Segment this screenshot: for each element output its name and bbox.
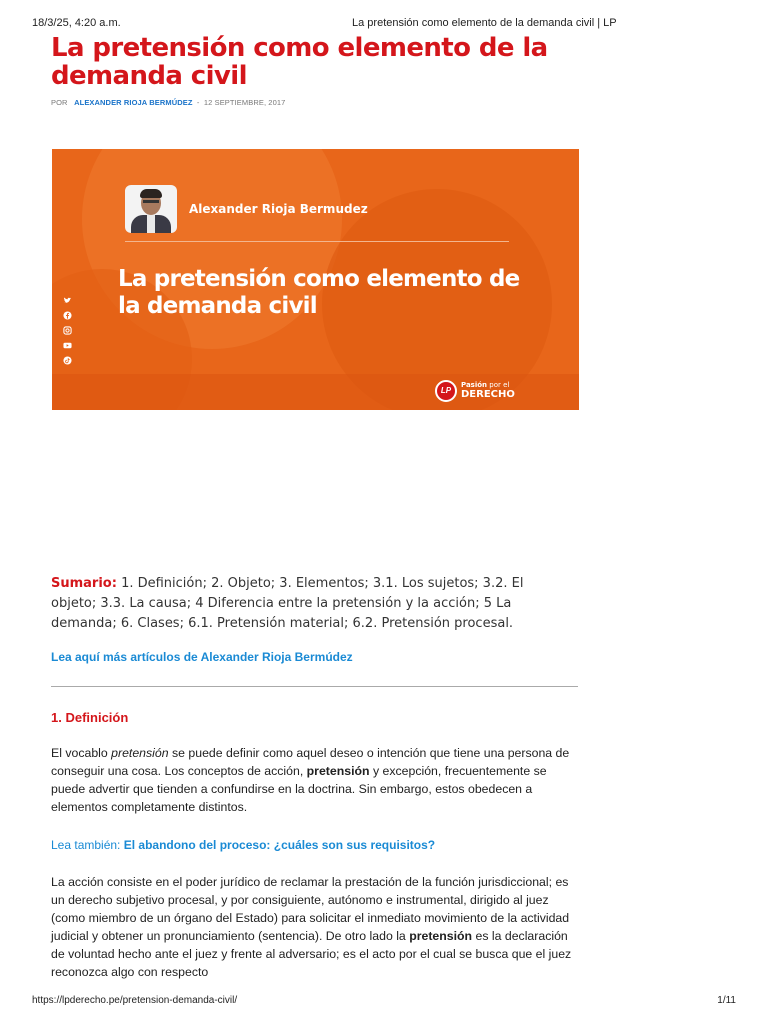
banner-author-name: Alexander Rioja Bermudez: [189, 202, 368, 216]
print-page-number: 1/11: [717, 995, 736, 1006]
article-title: La pretensión como elemento de la demanda civil: [51, 33, 548, 91]
lea-tambien: [51, 838, 435, 852]
text-run: se puede definir como aquel deseo o intención que tiene una persona de conseguir una cosa. Los conceptos de acción,: [51, 746, 570, 778]
summary-label: Sumario:: [51, 576, 117, 591]
print-url: https://lpderecho.pe/pretension-demanda-civil/: [32, 995, 238, 1006]
paragraph-definicion: [51, 744, 576, 816]
text-run-bold: pretensión: [306, 764, 370, 778]
twitter-icon: [63, 296, 72, 305]
more-articles-link[interactable]: Lea aquí más artículos de Alexander Rioja Bermúdez: [51, 650, 353, 664]
byline: [51, 98, 285, 107]
text-run: y excepción, frecuentemente se puede advertir que tienden a confundirse en la doctrina. Sin embargo, estos obedecen a elementos completamente distintos.: [51, 764, 547, 814]
section-heading-definicion: 1. Definición: [51, 710, 129, 725]
lp-logo-icon: LP: [435, 380, 457, 402]
author-link[interactable]: ALEXANDER RIOJA BERMÚDEZ: [74, 98, 193, 107]
print-datetime: 18/3/25, 4:20 a.m.: [32, 17, 121, 29]
logo-word-pasion: Pasión: [461, 381, 488, 389]
text-run-bold: pretensión: [409, 929, 473, 943]
lp-logo-text: [461, 381, 515, 400]
summary-text: 1. Definición; 2. Objeto; 3. Elementos; 3.1. Los sujetos; 3.2. El objeto; 3.3. La causa; 4 Diferencia entre la pretensión y la acción; 5 La demanda; 6. Clases; 6.1. Pretensión material; 6.2. Pretensión procesal.: [51, 576, 524, 631]
tiktok-icon: [63, 356, 72, 365]
logo-word-porel: por el: [489, 381, 510, 389]
byline-prefix: POR: [51, 98, 68, 107]
section-divider: [51, 686, 578, 687]
summary-paragraph: [51, 574, 551, 634]
text-run: El vocablo: [51, 746, 112, 760]
youtube-icon: [63, 341, 72, 350]
author-avatar: [125, 185, 177, 233]
facebook-icon: [63, 311, 72, 320]
paragraph-accion: [51, 873, 576, 981]
featured-banner-image: [52, 149, 579, 410]
print-page-title: La pretensión como elemento de la demanda civil | LP: [352, 17, 617, 29]
print-header: [32, 17, 736, 31]
publish-date: 12 SEPTIEMBRE, 2017: [203, 98, 286, 107]
text-run: es la declaración de voluntad hecho ante el juez y frente al adversario; es el acto por el cual se busca que el juez reconozca algo con respecto: [51, 929, 572, 979]
text-run-italic: pretensión: [111, 746, 169, 760]
print-footer: [32, 995, 736, 1009]
lea-tambien-link[interactable]: El abandono del proceso: ¿cuáles son sus requisitos?: [123, 838, 436, 852]
text-run: La acción consiste en el poder jurídico de reclamar la prestación de la función jurisdiccional; es un derecho subjetivo procesal, y por consiguiente, autónomo e instrumental, dirigido al juez (como miembro de un órgano del Estado) para solicitar el inmediato movimiento de la actividad judicial y obtener un pronunciamiento (sentencia). De otro lado la: [51, 875, 570, 943]
banner-divider: [125, 241, 509, 242]
banner-title: La pretensión como elemento de la demanda civil: [118, 266, 520, 319]
lea-tambien-prefix: Lea también:: [51, 838, 124, 852]
logo-word-derecho: DERECHO: [461, 389, 515, 400]
byline-separator: -: [196, 98, 200, 107]
instagram-icon: [63, 326, 72, 335]
